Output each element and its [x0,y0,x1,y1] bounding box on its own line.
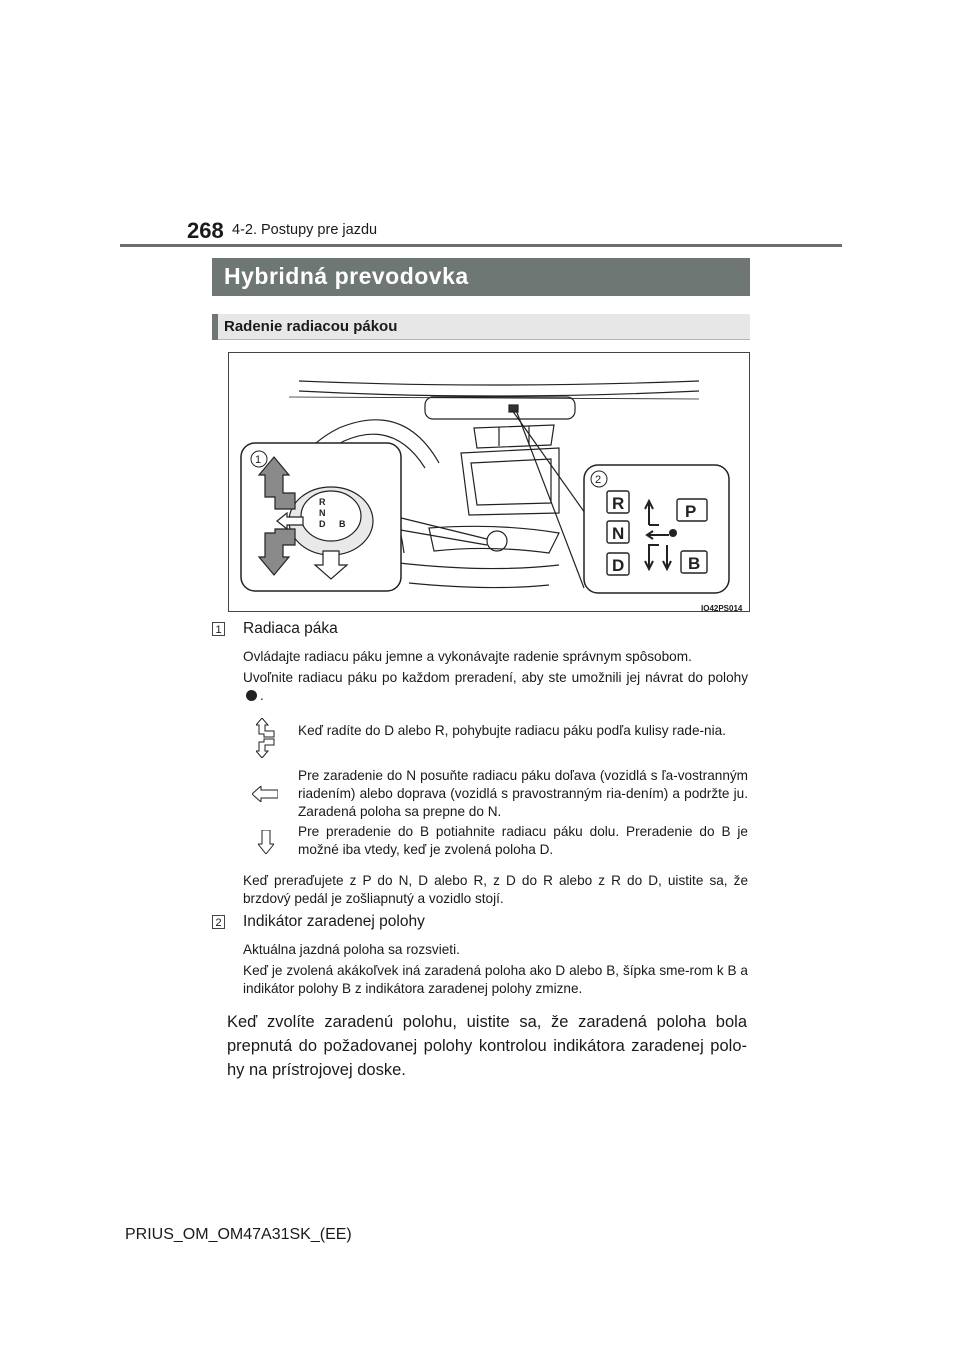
icon-note-text: Keď radíte do D alebo R, pohybujte radiacu páku podľa kulisy rade-nia. [298,723,726,738]
paragraph: Aktuálna jazdná poloha sa rozsvieti. [243,942,460,957]
header-rule [120,244,842,247]
icon-note-text: Pre zaradenie do N posuňte radiacu páku doľava (vozidlá s ľa-vostranným riadením) alebo doprava (vozidlá s pravostranným ria-dením) a podržte ju. Zaradená poloha sa prepne do N. [298,768,748,819]
figure-callout-2: 2 [595,474,602,486]
shift-lever-figure [228,352,750,612]
indicator-d: D [612,556,625,575]
indicator-n: N [612,524,625,543]
document-footer: PRIUS_OM_OM47A31SK_(EE) [125,1226,352,1243]
return-dot-icon [246,690,257,701]
page-number: 268 [187,218,224,243]
lever-letter-d: D [319,519,326,529]
figure-callout-1: 1 [255,454,262,466]
lever-letter-b: B [339,519,346,529]
section-label: 4-2. Postupy pre jazdu [232,222,378,238]
item-title: Radiaca páka [243,620,338,637]
dashboard-illustration [229,353,749,611]
paragraph [243,669,748,705]
paragraph: Keď je zvolená akákoľvek iná zaradená poloha ako D alebo B, šípka sme-rom k B a indikátor polohy B z indikátora zaradenej polohy zmizne. [243,963,748,996]
down-arrow-icon [258,830,274,854]
lever-letter-n: N [319,508,326,518]
closing-paragraph: Keď zvolíte zaradenú polohu, uistite sa, že zaradená poloha bola prepnutá do požadovanej polohy kontrolou indikátora zaradenej polo-hy na prístrojovej doske. [227,1013,747,1079]
icon-note-text: Pre preradenie do B potiahnite radiacu páku dolu. Preradenie do B je možné iba vtedy, keď je zvolená poloha D. [298,824,748,857]
indicator-p: P [685,502,697,521]
figure-code: IO42PS014 [701,604,743,613]
indicator-r: R [612,494,625,513]
paragraph-end: . [260,688,264,703]
item-number: 2 [212,915,225,929]
item-title: Indikátor zaradenej polohy [243,913,425,930]
paragraph-text: Uvoľnite radiacu páku po každom preradení, aby ste umožnili jej návrat do polohy [243,670,748,685]
item-number: 1 [212,622,225,636]
lever-letter-r: R [319,497,326,507]
note-paragraph: Keď preraďujete z P do N, D alebo R, z D do R alebo z R do D, uistite sa, že brzdový pedál je zošliapnutý a vozidlo stojí. [243,873,748,906]
left-arrow-icon [252,786,278,802]
indicator-b: B [688,554,701,573]
subtitle: Radenie radiacou pákou [224,318,398,335]
zigzag-arrows-icon [256,718,278,758]
subtitle-accent [212,314,218,340]
paragraph: Ovládajte radiacu páku jemne a vykonávajte radenie správnym spôsobom. [243,649,692,664]
page-title: Hybridná prevodovka [224,263,469,289]
